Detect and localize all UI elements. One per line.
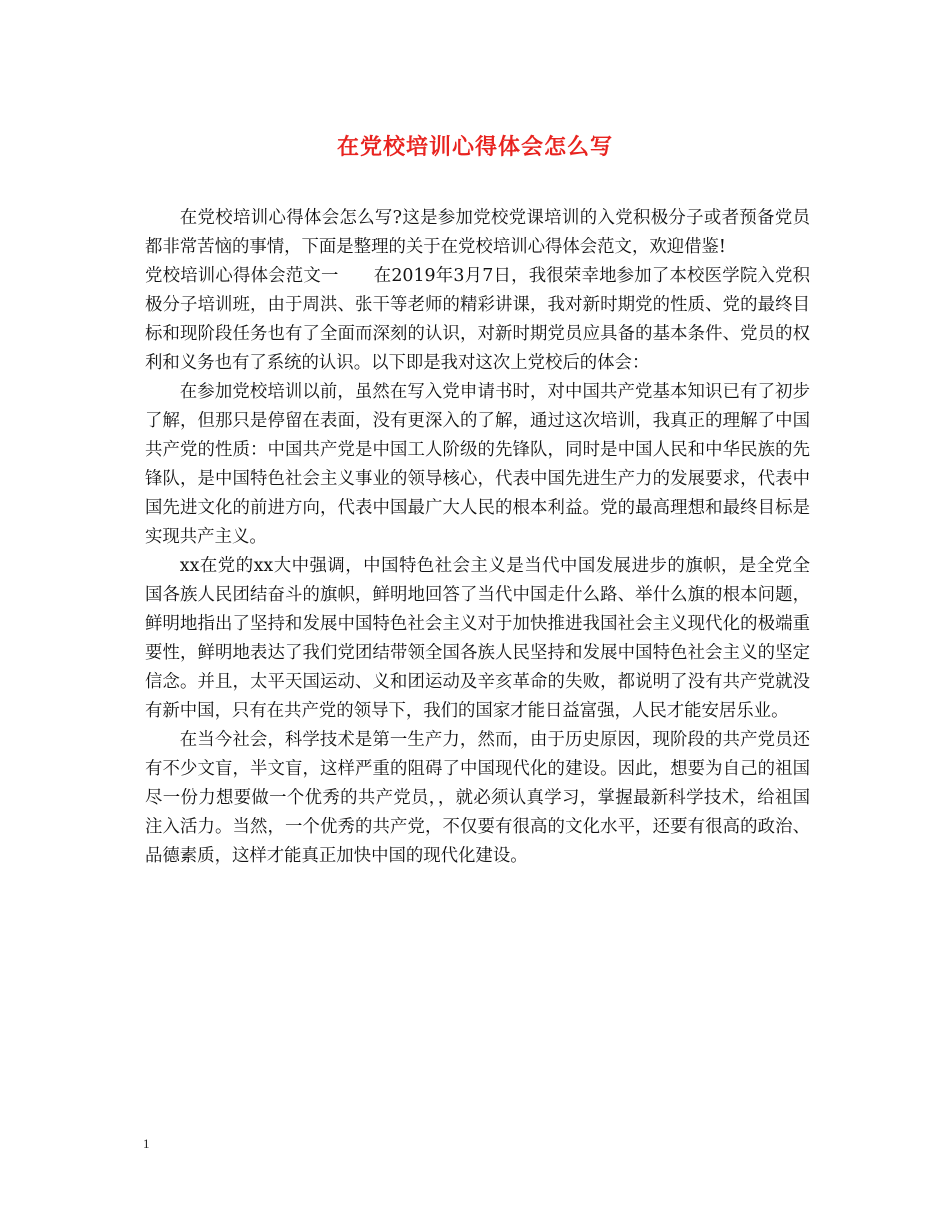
paragraph-intro: 在党校培训心得体会怎么写?这是参加党校党课培训的入党积极分子或者预备党员都非常苦恼的事情，下面是整理的关于在党校培训心得体会范文，欢迎借鉴! [145, 208, 810, 257]
document-title: 在党校培训心得体会怎么写 [336, 134, 613, 160]
paragraph-science-tech: 在当今社会，科学技术是第一生产力，然而，由于历史原因，现阶段的共产党员还有不少文盲，半文盲，这样严重的阻碍了中国现代化的建设。因此，想要为自己的祖国尽一份力想要做一个优秀的共产党员，，就必须认真学习，掌握最新科学技术，给祖国注入活力。当然，一个优秀的共产党，不仅要有很高的文化水平，还要有很高的政治、品德素质，这样才能真正加快中国的现代化建设。 [145, 730, 810, 866]
paragraph-sample-one: 党校培训心得体会范文一 在2019年3月7日，我很荣幸地参加了本校医学院入党积极分子培训班，由于周洪、张干等老师的精彩讲课，我对新时期党的性质、党的最终目标和现阶段任务也有了全面而深刻的认识，对新时期党员应具备的基本条件、党员的权利和义务也有了系统的认识。以下即是我对这次上党校后的体会： [145, 266, 810, 373]
page-number: 1 [143, 1136, 150, 1151]
document-body [145, 204, 810, 871]
paragraph-party-nature: 在参加党校培训以前，虽然在写入党申请书时，对中国共产党基本知识已有了初步了解，但那只是停留在表面，没有更深入的了解，通过这次培训，我真正的理解了中国共产党的性质：中国共产党是中国工人阶级的先锋队，同时是中国人民和中华民族的先锋队，是中国特色社会主义事业的领导核心，代表中国先进生产力的发展要求，代表中国先进文化的前进方向，代表中国最广大人民的根本利益。党的最高理想和最终目标是实现共产主义。 [145, 382, 810, 547]
paragraph-socialism-banner: xx在党的xx大中强调，中国特色社会主义是当代中国发展进步的旗帜，是全党全国各族人民团结奋斗的旗帜，鲜明地回答了当代中国走什么路、举什么旗的根本问题，鲜明地指出了坚持和发展中国特色社会主义对于加快推进我国社会主义现代化的极端重要性，鲜明地表达了我们党团结带领全国各族人民坚持和发展中国特色社会主义的坚定信念。并且，太平天国运动、义和团运动及辛亥革命的失败，都说明了没有共产党就没有新中国，只有在共产党的领导下，我们的国家才能日益富强，人民才能安居乐业。 [145, 556, 810, 721]
